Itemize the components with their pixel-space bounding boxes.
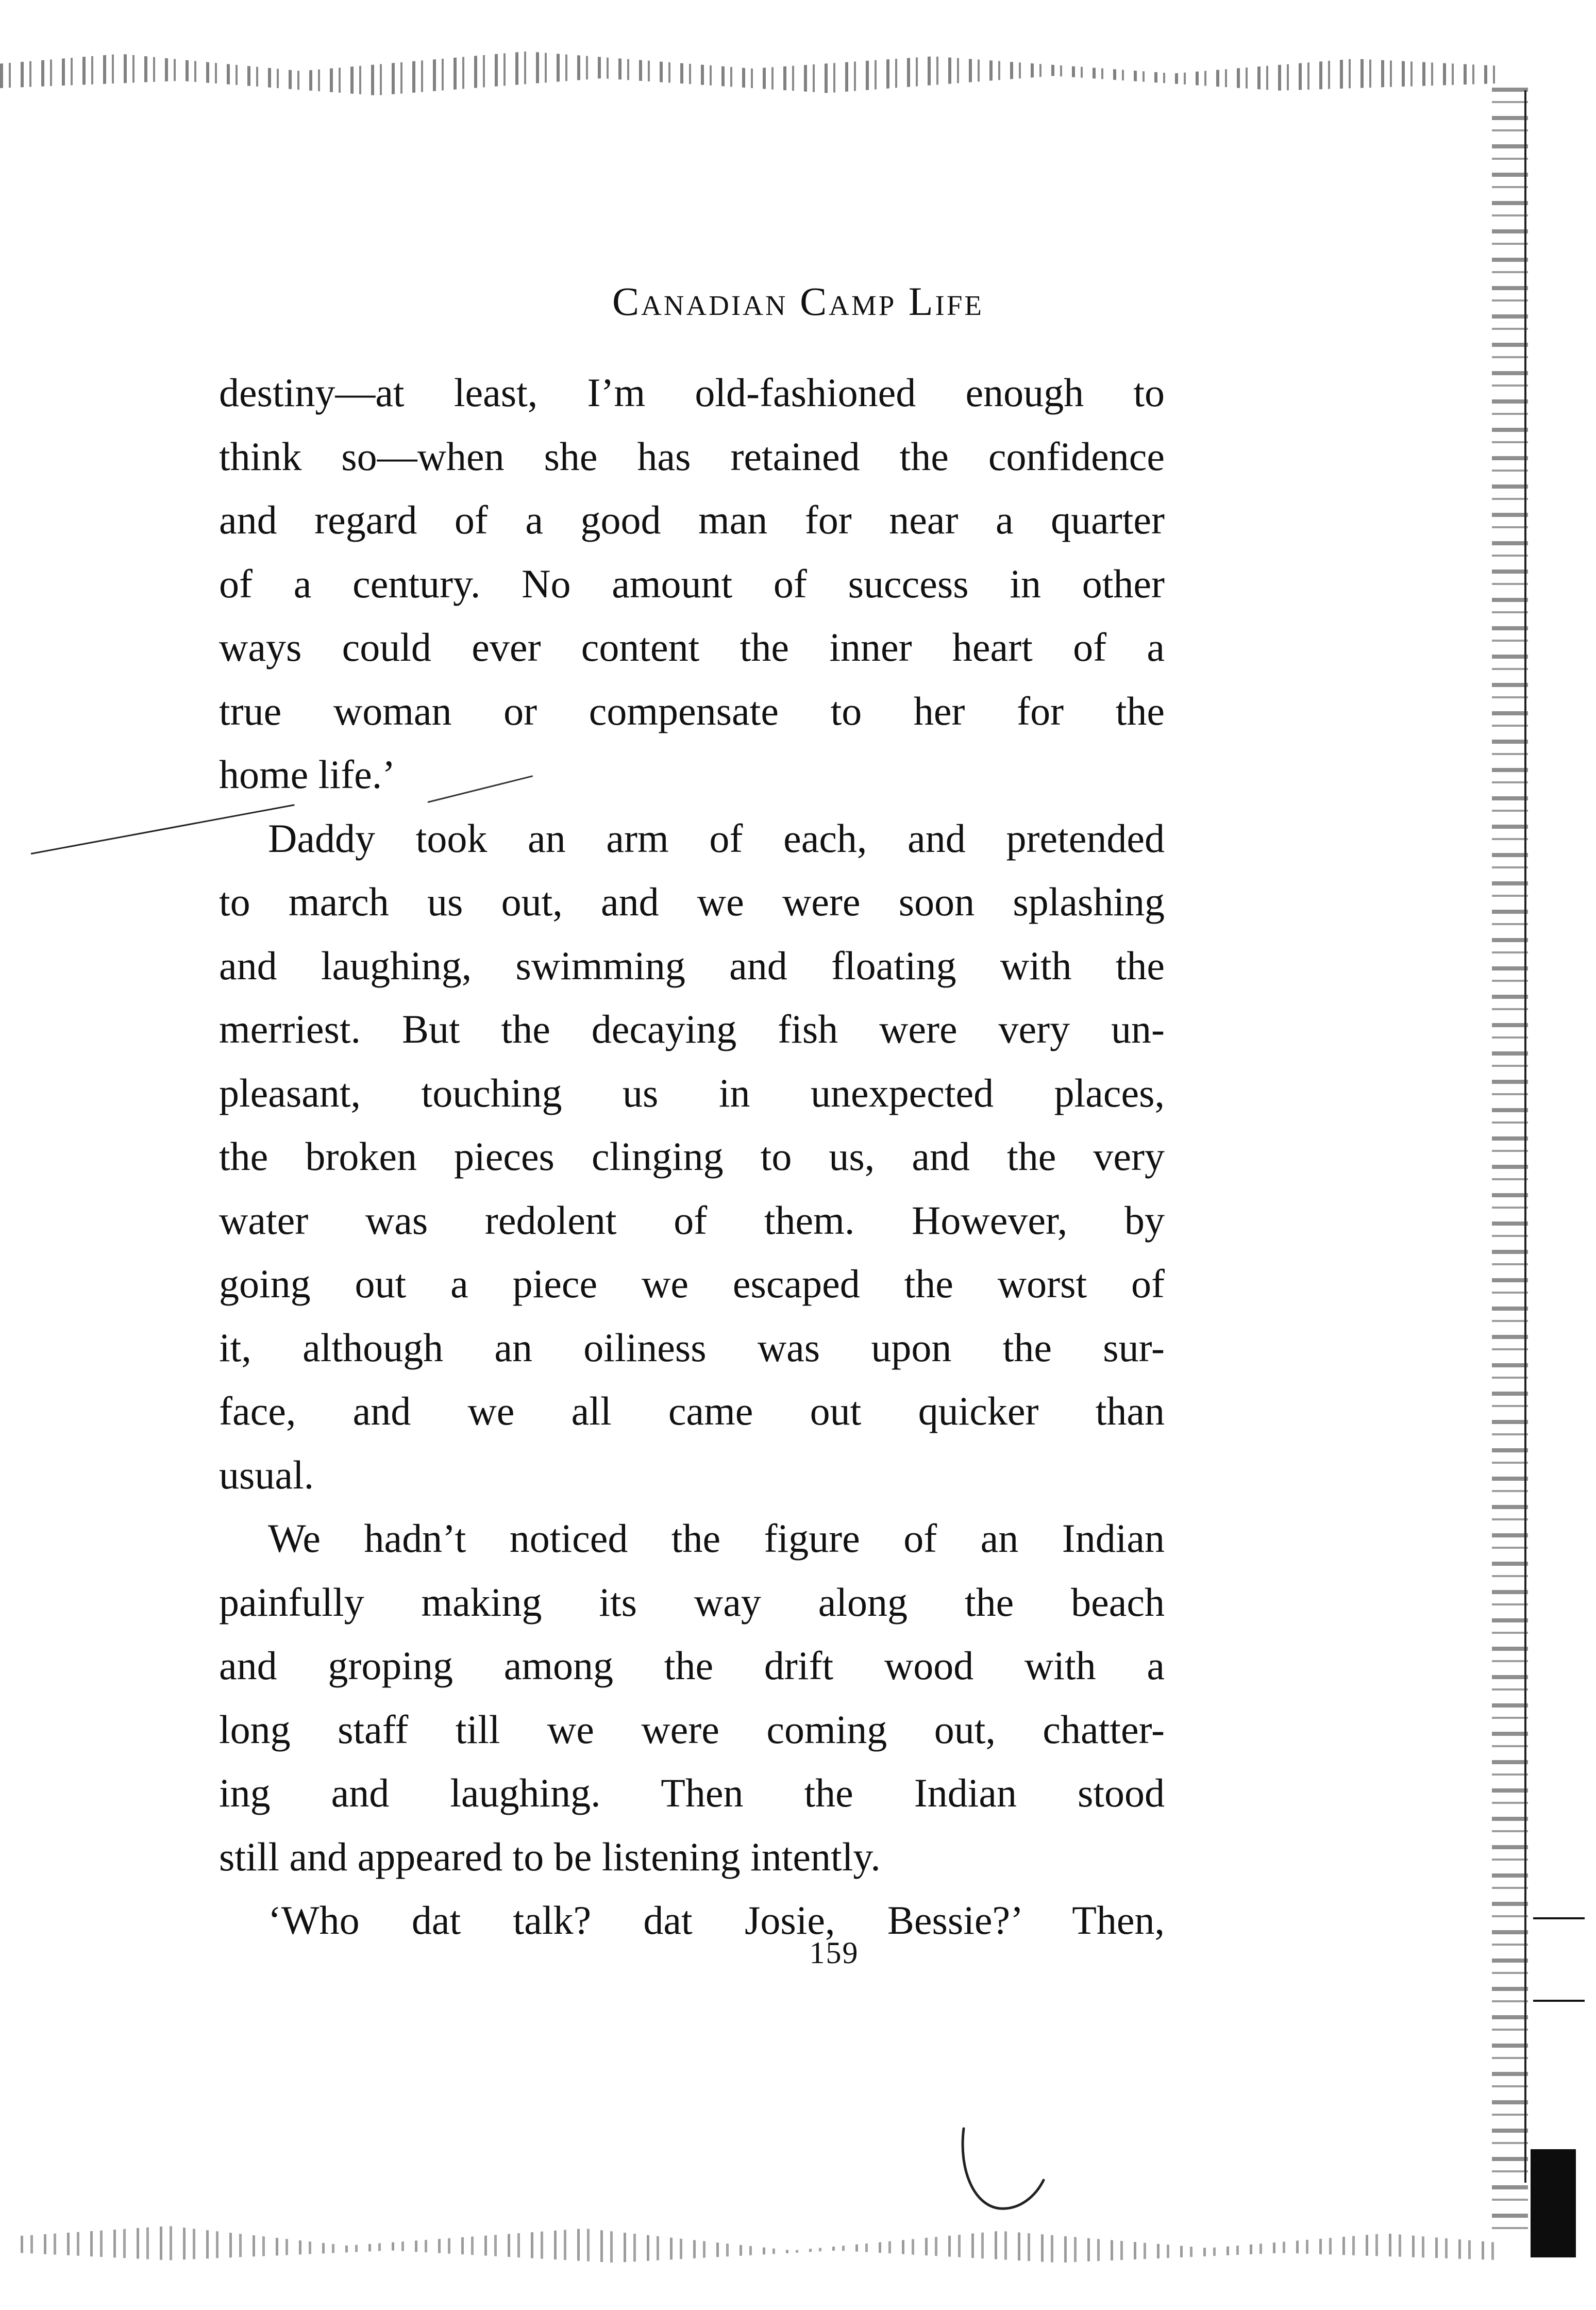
scan-edge-top [0, 49, 1505, 98]
text-line: Daddy took an arm of each, and pretended [268, 815, 1165, 861]
paragraph [219, 807, 1165, 1507]
text-line: ‘Who dat talk? dat Josie, Bessie?’ Then, [268, 1898, 1165, 1943]
text-line: home life.’ [219, 752, 396, 797]
text-line: and laughing, swimming and floating with the [219, 943, 1165, 988]
pencil-check-mark [959, 2123, 1046, 2216]
text-line: destiny—at least, I’m old-fashioned enough to [219, 370, 1165, 415]
page-edge-rule [1524, 90, 1526, 2183]
text-line: think so—when she has retained the confidence [219, 433, 1165, 479]
text-line: to march us out, and we were soon splashing [219, 879, 1165, 924]
text-line: of a century. No amount of success in other [219, 561, 1165, 606]
text-line: We hadn’t noticed the figure of an Indian [268, 1516, 1165, 1561]
text-line: painfully making its way along the beach [219, 1579, 1165, 1625]
body-text [219, 361, 1165, 1952]
running-head: Canadian Camp Life [612, 279, 984, 324]
scan-dark-corner [1531, 2149, 1576, 2257]
text-line: going out a piece we escaped the worst of [219, 1261, 1165, 1306]
edge-tick-mark [1533, 1917, 1585, 1919]
text-line: face, and we all came out quicker than [219, 1388, 1165, 1433]
text-line: still and appeared to be listening intently. [219, 1834, 881, 1879]
text-line: the broken pieces clinging to us, and the very [219, 1134, 1165, 1179]
text-line: long staff till we were coming out, chatter- [219, 1706, 1165, 1752]
scan-edge-right [1492, 88, 1528, 2242]
page-number: 159 [809, 1936, 859, 1970]
text-line: water was redolent of them. However, by [219, 1197, 1165, 1243]
text-line: true woman or compensate to her for the [219, 688, 1165, 733]
text-line: ways could ever content the inner heart of a [219, 625, 1165, 669]
scan-edge-bottom [21, 2216, 1505, 2265]
text-line: ing and laughing. Then the Indian stood [219, 1770, 1165, 1815]
paragraph [219, 361, 1165, 807]
text-line: and regard of a good man for near a quarter [219, 497, 1165, 542]
text-line: and groping among the drift wood with a [219, 1643, 1165, 1688]
text-line: usual. [219, 1452, 314, 1497]
text-line: merriest. But the decaying fish were very un- [219, 1007, 1165, 1051]
text-line: pleasant, touching us in unexpected places, [219, 1070, 1165, 1115]
text-line: it, although an oiliness was upon the sur- [219, 1325, 1165, 1370]
paragraph [219, 1506, 1165, 1888]
edge-tick-mark [1533, 2000, 1585, 2002]
